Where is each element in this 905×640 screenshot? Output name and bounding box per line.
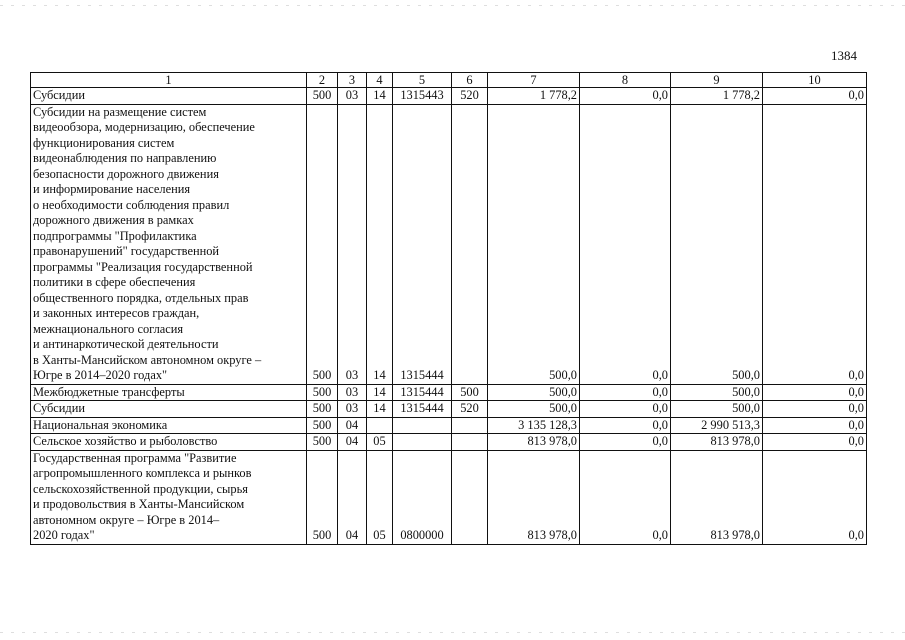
row-cell: 500 [452,384,488,401]
row-cell: 03 [338,384,367,401]
row-cell: 04 [338,417,367,434]
header-cell: 10 [763,73,867,88]
header-row [31,73,867,88]
row-cell: 2 990 513,3 [671,417,763,434]
row-cell: 1315444 [393,104,452,384]
budget-table [30,72,867,545]
row-cell: 0,0 [763,401,867,418]
scan-noise-bottom [0,632,905,633]
header-cell: 1 [31,73,307,88]
row-name: Субсидии на размещение систем видеообзора, модернизацию, обеспечение функционирования систем видеонаблюдения по направлению безопасности дорожного движения и информирование населения о необходимости соблюдения правил дорожного движения в рамках подпрограммы "Профилактика правонарушений" государственной программы "Реализация государственной политики в сфере обеспечения общественного порядка, отдельных прав и законных интересов граждан, межнационального согласия и антинаркотической деятельности в Ханты-Мансийском автономном округе – Югре в 2014–2020 годах" [31,104,307,384]
row-cell: 500,0 [488,384,580,401]
row-cell: 0,0 [580,401,671,418]
row-cell: 1 778,2 [488,88,580,105]
row-cell: 3 135 128,3 [488,417,580,434]
row-cell: 813 978,0 [671,450,763,544]
row-cell: 04 [338,450,367,544]
header-cell: 3 [338,73,367,88]
row-cell: 813 978,0 [488,450,580,544]
row-name: Национальная экономика [31,417,307,434]
table-row [31,104,867,384]
row-cell: 0,0 [763,434,867,451]
row-name: Субсидии [31,401,307,418]
row-cell: 05 [367,434,393,451]
row-cell: 0,0 [763,88,867,105]
header-cell: 9 [671,73,763,88]
row-name: Сельское хозяйство и рыболовство [31,434,307,451]
row-cell: 500 [307,450,338,544]
row-cell: 14 [367,401,393,418]
row-cell: 14 [367,384,393,401]
row-cell: 03 [338,88,367,105]
table-row [31,434,867,451]
row-cell: 500 [307,434,338,451]
row-cell: 0,0 [580,450,671,544]
row-cell: 0,0 [580,417,671,434]
header-cell: 4 [367,73,393,88]
row-cell: 500,0 [488,401,580,418]
row-cell: 0,0 [763,417,867,434]
row-cell: 0800000 [393,450,452,544]
row-cell: 520 [452,88,488,105]
row-cell: 03 [338,401,367,418]
table-row [31,450,867,544]
header-cell: 7 [488,73,580,88]
row-cell: 520 [452,401,488,418]
row-name: Субсидии [31,88,307,105]
row-cell: 813 978,0 [671,434,763,451]
row-cell: 500 [307,384,338,401]
header-cell: 8 [580,73,671,88]
row-cell: 500,0 [671,104,763,384]
row-cell [452,104,488,384]
row-cell: 0,0 [580,104,671,384]
row-cell: 500,0 [671,384,763,401]
row-cell: 0,0 [580,88,671,105]
row-cell: 500 [307,104,338,384]
header-cell: 5 [393,73,452,88]
row-cell: 0,0 [763,384,867,401]
row-cell [393,417,452,434]
row-cell [452,434,488,451]
row-cell: 0,0 [763,450,867,544]
row-name: Государственная программа "Развитие агропромышленного комплекса и рынков сельскохозяйственной продукции, сырья и продовольствия в Ханты-Мансийском автономном округе – Югре в 2014– 2020 годах" [31,450,307,544]
row-cell: 500 [307,417,338,434]
row-cell: 1315443 [393,88,452,105]
row-name: Межбюджетные трансферты [31,384,307,401]
table-row [31,88,867,105]
header-cell: 6 [452,73,488,88]
row-cell: 500 [307,401,338,418]
header-cell: 2 [307,73,338,88]
row-cell [393,434,452,451]
row-cell: 500 [307,88,338,105]
row-cell: 1315444 [393,401,452,418]
table-row [31,417,867,434]
page-number: 1384 [831,48,857,63]
row-cell [452,417,488,434]
row-cell: 0,0 [763,104,867,384]
row-cell: 0,0 [580,434,671,451]
row-cell: 500,0 [488,104,580,384]
table-row [31,384,867,401]
row-cell: 0,0 [580,384,671,401]
row-cell: 04 [338,434,367,451]
row-cell [367,417,393,434]
row-cell: 1315444 [393,384,452,401]
row-cell: 05 [367,450,393,544]
row-cell: 14 [367,104,393,384]
row-cell: 1 778,2 [671,88,763,105]
row-cell: 500,0 [671,401,763,418]
row-cell [452,450,488,544]
row-cell: 14 [367,88,393,105]
scan-noise-top [0,5,905,6]
table-row [31,401,867,418]
row-cell: 03 [338,104,367,384]
row-cell: 813 978,0 [488,434,580,451]
